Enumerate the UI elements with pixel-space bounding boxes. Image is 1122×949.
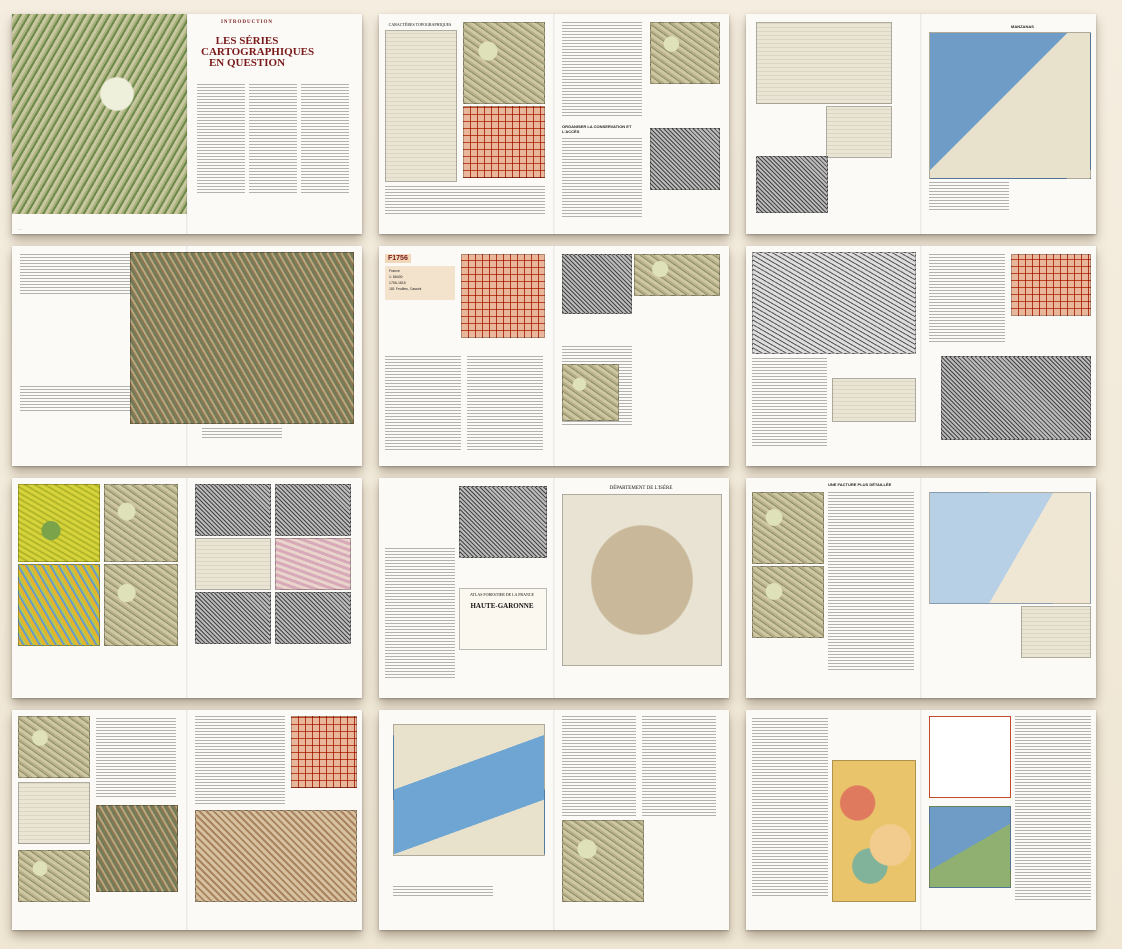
index-grid-map	[461, 254, 545, 338]
page-left	[379, 710, 554, 930]
relief-map-image	[130, 252, 354, 424]
caption-text	[202, 428, 282, 440]
index-grid-map	[929, 716, 1011, 798]
footnote-text	[20, 386, 130, 411]
legend-box	[832, 378, 916, 422]
body-text	[20, 254, 130, 294]
atlas-title: ATLAS FORESTIER DE LA FRANCE	[469, 592, 534, 597]
book-spread-6	[746, 246, 1096, 466]
map-image	[195, 810, 357, 902]
body-text	[562, 22, 642, 117]
body-text	[197, 84, 245, 194]
book-spread-9	[746, 478, 1096, 698]
map-image	[752, 252, 916, 354]
page-right	[921, 14, 1096, 234]
map-image	[275, 484, 351, 536]
map-image	[826, 106, 892, 158]
series-info-line: 181 Feuilles, Cassini	[389, 287, 422, 291]
body-text	[385, 356, 461, 451]
atlas-dept: HAUTE-GARONNE	[470, 602, 534, 610]
map-image	[752, 566, 824, 638]
page-right	[187, 710, 362, 930]
map-image	[96, 805, 178, 892]
map-image	[929, 492, 1091, 604]
page-right	[921, 246, 1096, 466]
map-image	[104, 564, 178, 646]
page-left	[12, 710, 187, 930]
page-left	[746, 246, 921, 466]
page-right	[187, 478, 362, 698]
map-image	[195, 592, 271, 644]
map-image	[562, 820, 644, 902]
body-text	[752, 358, 827, 448]
map-image	[562, 364, 619, 421]
map-image	[275, 592, 351, 644]
page-left	[379, 246, 554, 466]
page-right	[554, 246, 729, 466]
index-grid-map	[291, 716, 357, 788]
caption-text	[393, 886, 493, 898]
map-image	[650, 22, 720, 84]
map-image	[1021, 606, 1091, 658]
book-spread-10	[12, 710, 362, 930]
table-title: CARACTÈRES TOPOGRAPHIQUES	[388, 22, 452, 27]
page-left	[12, 14, 187, 234]
map-image	[18, 564, 100, 646]
series-badge: F1756	[385, 254, 411, 263]
page-right	[554, 14, 729, 234]
map-image	[104, 484, 178, 562]
body-text	[828, 492, 914, 672]
body-text	[467, 356, 543, 451]
series-info-line: 1756-1815	[389, 281, 406, 285]
book-spread-5	[379, 246, 729, 466]
map-image	[18, 484, 100, 562]
map-image	[18, 716, 90, 778]
body-text	[301, 84, 349, 194]
body-text	[385, 548, 455, 678]
book-spread-2	[379, 14, 729, 234]
body-text	[642, 716, 716, 816]
symbol-table	[385, 30, 457, 182]
map-image	[650, 128, 720, 190]
map-image	[195, 484, 271, 536]
map-image	[562, 254, 632, 314]
page-left	[12, 478, 187, 698]
book-spread-7	[12, 478, 362, 698]
book-spread-1	[12, 14, 362, 234]
body-text	[1015, 716, 1091, 901]
intro-label: INTRODUCTION	[220, 20, 273, 25]
index-grid-map	[1011, 254, 1091, 316]
map-image	[941, 356, 1091, 440]
map-title: MANZANAS	[1011, 24, 1034, 29]
caption-text	[929, 182, 1009, 212]
chapter-title: LES SÉRIES CARTOGRAPHIQUES EN QUESTION	[201, 35, 315, 69]
body-text	[96, 718, 176, 798]
book-spread-11	[379, 710, 729, 930]
book-spread-12	[746, 710, 1096, 930]
map-image	[18, 850, 90, 902]
index-grid-map	[463, 106, 545, 178]
map-image	[929, 806, 1011, 888]
body-text	[562, 138, 642, 218]
body-text	[929, 254, 1005, 344]
page-left	[746, 478, 921, 698]
legend-image	[18, 782, 90, 844]
map-image	[756, 156, 828, 213]
map-image	[634, 254, 720, 296]
atlas-legend	[459, 588, 547, 650]
map-image	[195, 538, 271, 590]
page-right	[187, 14, 362, 234]
map-image	[459, 486, 547, 558]
page-left	[379, 478, 554, 698]
map-image	[393, 724, 545, 856]
map-image	[929, 32, 1091, 179]
page-footer: —	[18, 227, 23, 231]
page-left	[746, 710, 921, 930]
book-spread-8	[379, 478, 729, 698]
body-text	[249, 84, 297, 194]
map-image	[752, 492, 824, 564]
section-heading: UNE FACTURE PLUS DÉTAILLÉE	[828, 482, 892, 487]
geology-map-image	[832, 760, 916, 902]
page-left	[746, 14, 921, 234]
book-spread-4	[12, 246, 362, 466]
section-heading: ORGANISER LA CONSERVATION ET L'ACCÈS	[562, 124, 632, 134]
body-text	[195, 716, 285, 806]
book-spread-3	[746, 14, 1096, 234]
caption-text	[385, 186, 545, 216]
series-info-line: 1: 86400	[389, 275, 403, 279]
department-map-image	[562, 494, 722, 666]
page-right	[921, 478, 1096, 698]
body-text	[562, 716, 636, 816]
page-right	[554, 710, 729, 930]
map-image	[463, 22, 545, 104]
body-text	[752, 718, 828, 898]
map-image	[275, 538, 351, 590]
series-info-line: France	[389, 269, 400, 273]
page-left	[379, 14, 554, 234]
relief-map-image	[12, 14, 187, 214]
map-image	[756, 22, 892, 104]
dept-map-title: DÉPARTEMENT DE L'ISÈRE	[609, 486, 673, 491]
page-right	[921, 710, 1096, 930]
page-right	[554, 478, 729, 698]
